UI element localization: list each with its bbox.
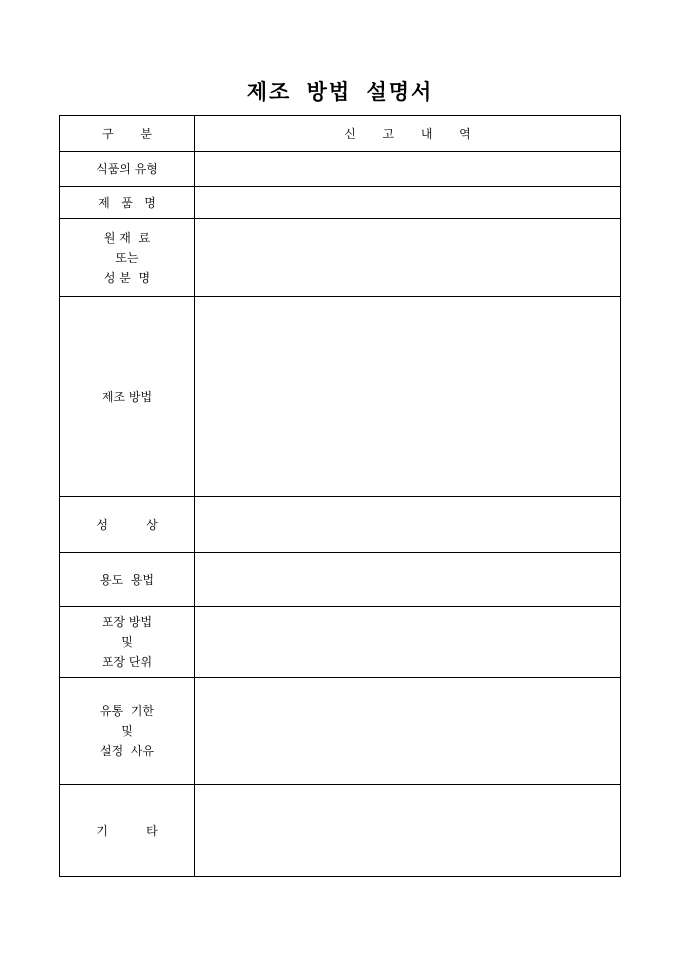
properties-row [60,497,621,553]
other-row [60,785,621,877]
ingredients-row [60,219,621,297]
category-header: 구 분 [60,116,195,152]
usage-row [60,553,621,607]
product-name-field[interactable] [195,187,621,219]
product-name-label: 제 품 명 [60,187,195,219]
food-type-field[interactable] [195,152,621,187]
shelf-life-field[interactable] [195,678,621,785]
other-field[interactable] [195,785,621,877]
details-header: 신 고 내 역 [195,116,621,152]
product-name-row [60,187,621,219]
manufacturing-method-row [60,297,621,497]
document-title: 제조 방법 설명서 [246,79,434,104]
packaging-field[interactable] [195,607,621,678]
properties-field[interactable] [195,497,621,553]
shelf-life-row [60,678,621,785]
ingredients-field[interactable] [195,219,621,297]
manufacturing-method-form [59,115,621,877]
other-label: 기 타 [60,785,195,877]
packaging-row [60,607,621,678]
ingredients-label: 원 재 료 또는 성 분 명 [60,219,195,297]
usage-label: 용도 용법 [60,553,195,607]
manufacturing-method-field[interactable] [195,297,621,497]
shelf-life-label: 유통 기한 및 설정 사유 [60,678,195,785]
manufacturing-method-label: 제조 방법 [60,297,195,497]
packaging-label: 포장 방법 및 포장 단위 [60,607,195,678]
properties-label: 성 상 [60,497,195,553]
food-type-row [60,152,621,187]
header-row [60,116,621,152]
food-type-label: 식품의 유형 [60,152,195,187]
usage-field[interactable] [195,553,621,607]
